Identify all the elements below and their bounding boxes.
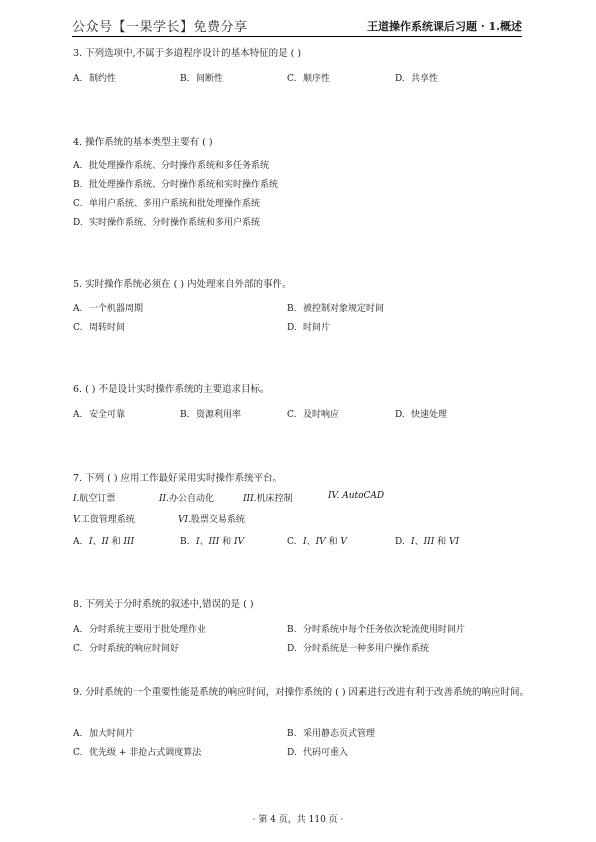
- option-a[interactable]: A. 安全可靠: [73, 410, 126, 420]
- question-5: [73, 276, 533, 333]
- option-b[interactable]: B. 被控制对象规定时间: [287, 304, 385, 314]
- question-stem: 4. 操作系统的基本类型主要有 ( ): [73, 137, 213, 148]
- option-d[interactable]: D. 时间片: [287, 323, 331, 333]
- option-a[interactable]: A. 分时系统主要用于批处理作业: [73, 625, 207, 635]
- option-a[interactable]: A. I、II 和 III: [73, 537, 135, 547]
- option-b[interactable]: B. 资源利用率: [180, 410, 242, 420]
- option-c[interactable]: C. 及时响应: [287, 410, 340, 420]
- question-4: [73, 134, 533, 228]
- option-c[interactable]: C. 分时系统的响应时间好: [73, 644, 180, 654]
- item-iii: III.机床控制: [243, 494, 293, 504]
- option-a[interactable]: A. 一个机器周期: [73, 304, 144, 314]
- question-7: [73, 470, 533, 547]
- question-stem: 9. 分时系统的一个重要性能是系统的响应时间，对操作系统的 ( ) 因素进行改进有利于改善系统的响应时间。: [73, 687, 530, 698]
- option-d[interactable]: D. 共享性: [395, 74, 439, 84]
- option-d[interactable]: D. 分时系统是一种多用户操作系统: [287, 644, 430, 654]
- item-vi: VI.股票交易系统: [178, 515, 245, 525]
- question-stem: 5. 实时操作系统必须在 ( ) 内处理来自外部的事件。: [73, 279, 292, 290]
- question-9: [73, 684, 533, 758]
- header-divider: [72, 36, 522, 37]
- option-b[interactable]: B. 间断性: [180, 74, 224, 84]
- page-number: · 第 4 页，共 110 页 ·: [252, 815, 344, 825]
- question-stem: 6. ( ) 不是设计实时操作系统的主要追求目标。: [73, 384, 270, 395]
- question-8: [73, 596, 533, 654]
- option-d[interactable]: D. 代码可重入: [287, 748, 349, 758]
- option-c[interactable]: C. 周转时间: [73, 323, 126, 333]
- option-c[interactable]: C. 优先级 + 非抢占式调度算法: [73, 748, 202, 758]
- option-c[interactable]: C. 顺序性: [287, 74, 331, 84]
- option-d[interactable]: D. 快速处理: [395, 410, 448, 420]
- option-d[interactable]: D. I、III 和 VI: [395, 537, 460, 547]
- option-b[interactable]: B. 采用静态页式管理: [287, 729, 376, 739]
- question-3: [73, 45, 533, 84]
- question-stem: 8. 下列关于分时系统的叙述中,错误的是 ( ): [73, 599, 254, 610]
- question-stem: 7. 下列 ( ) 应用工作最好采用实时操作系统平台。: [73, 473, 283, 484]
- question-stem: 3. 下列选项中,不属于多道程序设计的基本特征的是 ( ): [73, 48, 302, 59]
- item-i: I.航空订票: [73, 494, 116, 504]
- option-b[interactable]: B. I、III 和 IV: [180, 537, 245, 547]
- option-a[interactable]: A. 加大时间片: [73, 729, 135, 739]
- option-b[interactable]: B. 批处理操作系统、分时操作系统和实时操作系统: [73, 180, 279, 190]
- header-title: 王道操作系统课后习题 · 1.概述: [367, 20, 522, 33]
- option-d[interactable]: D. 实时操作系统、分时操作系统和多用户系统: [73, 218, 261, 228]
- watermark-text: 公众号【一果学长】免费分享: [72, 20, 248, 35]
- option-c[interactable]: C. 单用户系统、多用户系统和批处理操作系统: [73, 199, 261, 209]
- option-b[interactable]: B. 分时系统中每个任务依次轮流使用时间片: [287, 625, 466, 635]
- item-ii: II.办公自动化: [159, 494, 214, 504]
- option-a[interactable]: A. 批处理操作系统、分时操作系统和多任务系统: [73, 161, 270, 171]
- item-v: V.工资管理系统: [73, 515, 135, 525]
- item-iv: IV. AutoCAD: [328, 491, 385, 501]
- question-6: [73, 381, 533, 420]
- option-c[interactable]: C. I、IV 和 V: [287, 537, 347, 547]
- option-a[interactable]: A. 制约性: [73, 74, 117, 84]
